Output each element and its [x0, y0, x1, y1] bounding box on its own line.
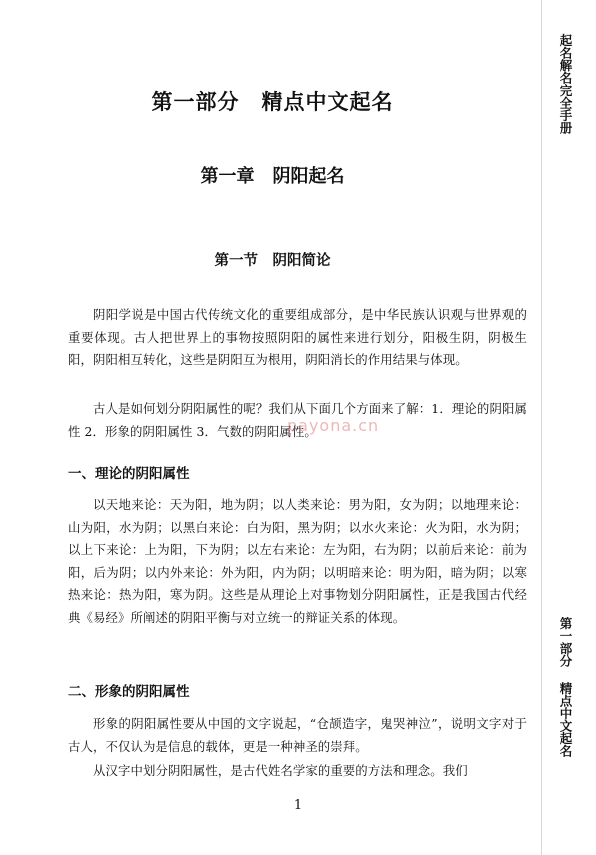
paragraph-continuation: 从汉字中划分阴阳属性，是古代姓名学家的重要的方法和理念。我们	[93, 763, 468, 778]
side-margin-rule	[541, 0, 542, 855]
watermark: payona.cn	[287, 416, 380, 435]
side-header-book-title: 起名解名完全手册	[558, 34, 573, 134]
chapter-title: 第一章 阴阳起名	[200, 166, 345, 187]
paragraph-intro: 阴阳学说是中国古代传统文化的重要组成部分，是中华民族认识观与世界观的重要体现。古人把世界上的事物按照阴阳的属性来进行划分，阳极生阴，阴极生阳，阴阳相互转化，这些是阴阳互为根用，阴阳消长的作用结果与体现。	[68, 307, 527, 368]
part-title: 第一部分 精点中文起名	[151, 90, 394, 114]
subsection-heading-form: 二、形象的阴阳属性	[68, 684, 190, 700]
subsection-heading-theory: 一、理论的阴阳属性	[68, 466, 190, 482]
paragraph-form: 形象的阴阳属性要从中国的文字说起，“仓颉造字，鬼哭神泣”，说明文字对于古人，不仅认为是信息的载体，更是一种神圣的崇拜。	[68, 716, 527, 754]
section-title: 第一节 阴阳简论	[214, 253, 331, 269]
paragraph-theory: 以天地来论：天为阳，地为阴；以人类来论：男为阳，女为阴；以地理来论：山为阳，水为阴；以黑白来论：白为阳，黑为阴；以水火来论：火为阳，水为阴；以上下来论：上为阳，下为阴；以左右来论：左为阳，右为阴；以前后来论：前为阳，后为阴；以内外来论：外为阳，内为阴；以明暗来论：明为阳，暗为阴；以寒热来论：热为阳，寒为阴。这些是从理论上对事物划分阴阳属性，正是我国古代经典《易经》所阐述的阴阳平衡与对立统一的辩证关系的体现。	[68, 497, 527, 625]
paragraph-question: 古人是如何划分阴阳属性的呢？我们从下面几个方面来了解：1．理论的阴阳属性 2．形象的阴阳属性 3．气数的阴阳属性。	[68, 401, 527, 439]
page-number: 1	[293, 798, 303, 813]
side-footer-part-title: 第一部分 精点中文起名	[558, 617, 573, 757]
